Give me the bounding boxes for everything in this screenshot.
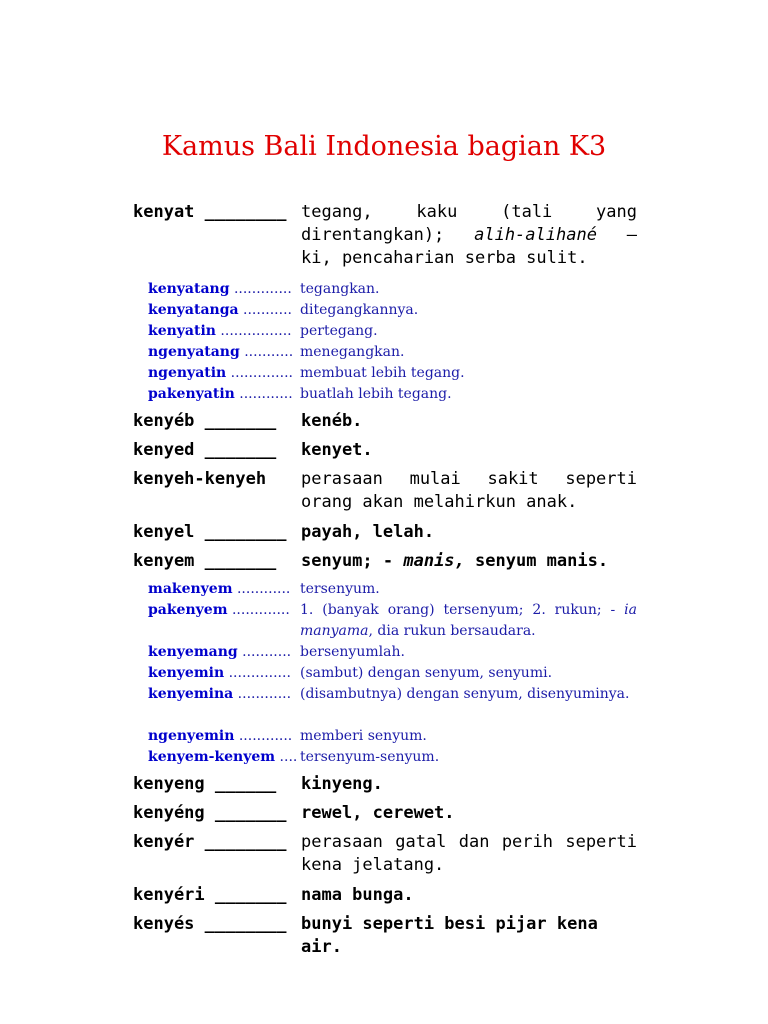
definition-italic: manis, xyxy=(403,551,465,571)
definition-text: tegang, kaku (tali yang direntangkan); xyxy=(301,202,637,245)
sub-definition: tersenyum-senyum. xyxy=(300,749,440,765)
sub-headword: makenyem xyxy=(148,581,233,597)
leader-dots: ............ xyxy=(233,686,292,702)
definition-italic: ia manyama xyxy=(300,602,637,639)
sub-definition: pertegang. xyxy=(300,323,378,339)
leader-dots: .... xyxy=(275,749,298,765)
headword: kenyeh-kenyeh xyxy=(133,469,267,489)
sub-headword: ngenyatin xyxy=(148,365,227,381)
sub-headword: kenyatang xyxy=(148,281,230,297)
leader-dots: ............. xyxy=(229,281,292,297)
sub-headword: pakenyem xyxy=(148,602,228,618)
leader-dots: ............ xyxy=(234,728,293,744)
sub-definition: (sambut) dengan senyum, senyumi. xyxy=(300,665,553,681)
definition-text: , dia rukun bersaudara. xyxy=(368,623,536,639)
definition: kenéb. xyxy=(301,411,363,431)
leader-dots: ............ xyxy=(232,581,291,597)
sub-definition: buatlah lebih tegang. xyxy=(300,386,452,402)
sub-headword: kenyem-kenyem xyxy=(148,749,276,765)
definition: kinyeng. xyxy=(301,774,383,794)
headword: kenyéri _______ xyxy=(133,885,287,905)
sub-headword: kenyatin xyxy=(148,323,216,339)
headword: kenyeng ______ xyxy=(133,774,277,794)
definition: kenyet. xyxy=(301,440,373,460)
headword: kenyel ________ xyxy=(133,522,287,542)
definition-italic: alih-alihané xyxy=(474,225,597,245)
sub-definition: memberi senyum. xyxy=(300,728,427,744)
definition xyxy=(301,550,637,573)
definition: perasaan mulai sakit seperti orang akan melahirkun anak. xyxy=(301,469,637,512)
sub-headword: kenyatanga xyxy=(148,302,239,318)
sub-definition: tersenyum. xyxy=(300,581,380,597)
definition: nama bunga. xyxy=(301,885,414,905)
definition: perasaan gatal dan perih seperti kena jelatang. xyxy=(301,832,637,875)
definition-text: senyum; - xyxy=(301,551,404,571)
definition: rewel, cerewet. xyxy=(301,803,455,823)
leader-dots: ................ xyxy=(215,323,292,339)
definition: bunyi seperti besi pijar kena air. xyxy=(301,914,598,957)
sub-definition: (disambutnya) dengan senyum, disenyuminya. xyxy=(300,686,630,702)
definition-text: — ki, pencaharian serba sulit. xyxy=(301,225,637,268)
definition: payah, lelah. xyxy=(301,522,435,542)
sub-headword: ngenyatang xyxy=(148,344,240,360)
leader-dots: .............. xyxy=(224,665,291,681)
headword: kenyér ________ xyxy=(133,832,287,852)
sub-definition: menegangkan. xyxy=(300,344,405,360)
definition-text: senyum manis. xyxy=(464,551,609,571)
sub-headword: pakenyatin xyxy=(148,386,235,402)
leader-dots: ............. xyxy=(227,602,290,618)
headword: kenyéng _______ xyxy=(133,803,287,823)
sub-definition: ditegangkannya. xyxy=(300,302,419,318)
headword: kenyed _______ xyxy=(133,440,277,460)
leader-dots: ........... xyxy=(239,344,294,360)
headword: kenyés ________ xyxy=(133,914,287,934)
definition-text: 1. (banyak orang) tersenyum; 2. rukun; - xyxy=(300,602,625,618)
sub-definition xyxy=(300,600,637,642)
page-title: Kamus Bali Indonesia bagian K3 xyxy=(161,131,607,162)
sub-definition: tegangkan. xyxy=(300,281,380,297)
headword: kenyat ________ xyxy=(133,202,287,222)
sub-headword: kenyemin xyxy=(148,665,225,681)
definition xyxy=(301,201,637,270)
headword: kenyem _______ xyxy=(133,551,277,571)
sub-headword: kenyemina xyxy=(148,686,234,702)
headword: kenyéb _______ xyxy=(133,411,277,431)
sub-definition: bersenyumlah. xyxy=(300,644,405,660)
leader-dots: ............ xyxy=(234,386,293,402)
sub-headword: kenyemang xyxy=(148,644,238,660)
sub-headword: ngenyemin xyxy=(148,728,235,744)
leader-dots: ........... xyxy=(238,302,292,318)
leader-dots: ........... xyxy=(237,644,292,660)
sub-definition: membuat lebih tegang. xyxy=(300,365,465,381)
leader-dots: .............. xyxy=(226,365,293,381)
